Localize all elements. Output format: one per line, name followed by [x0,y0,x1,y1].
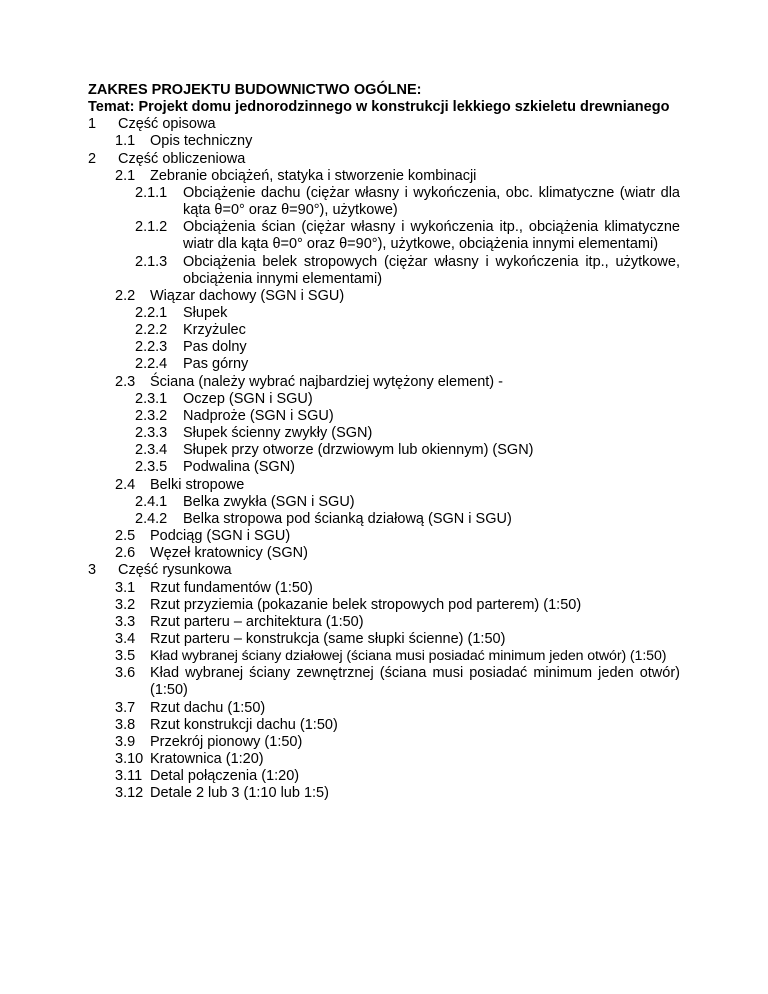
list-item-continuation [183,201,398,219]
item-text: Obciążenia belek stropowych (ciężar własny i wykończenia itp., użytkowe, [183,254,680,270]
item-number: 2.1.2 [135,219,168,235]
item-number: 2.2.4 [135,356,168,372]
item-number: 2.3.1 [135,391,168,407]
list-item [115,527,290,545]
item-number: 3.7 [115,700,136,716]
item-text: Oczep (SGN i SGU) [183,391,313,407]
list-item [135,355,248,373]
item-number: 2.1 [115,168,136,184]
item-text: Ściana (należy wybrać najbardziej wytężony element) - [150,374,503,390]
item-number: 2.3.2 [135,408,168,424]
item-text: Rzut fundamentów (1:50) [150,580,313,596]
list-item [115,664,680,682]
document-subtitle: Temat: Projekt domu jednorodzinnego w konstrukcji lekkiego szkieletu drewnianego [88,99,670,115]
item-text: Część opisowa [118,116,216,132]
list-item [135,441,534,459]
item-text: (1:50) [150,682,188,698]
document-title: ZAKRES PROJEKTU BUDOWNICTWO OGÓLNE: [88,82,422,98]
item-text: Słupek [183,305,228,321]
item-number: 3.11 [115,768,143,784]
item-text: Węzeł kratownicy (SGN) [150,545,308,561]
item-number: 2.2.2 [135,322,168,338]
item-number: 2.2.3 [135,339,168,355]
item-number: 3.3 [115,614,136,630]
item-number: 2.3 [115,374,136,390]
item-number: 3.6 [115,665,136,681]
list-item [135,407,334,425]
item-number: 2.3.5 [135,459,168,475]
list-item [135,338,247,356]
list-item-continuation [150,681,188,699]
item-text: Przekrój pionowy (1:50) [150,734,303,750]
item-number: 2.4 [115,477,136,493]
list-item [115,699,265,717]
item-number: 2.1.1 [135,185,168,201]
list-item [115,784,329,802]
list-item [115,767,299,785]
item-number: 1.1 [115,133,136,149]
item-number: 2.3.3 [135,425,168,441]
item-text: Kład wybranej ściany zewnętrznej (ściana musi posiadać minimum jeden otwór) [150,665,680,681]
list-item [115,132,252,150]
list-item [115,716,338,734]
item-text: Opis techniczny [150,133,253,149]
item-text: Pas dolny [183,339,247,355]
list-item [115,373,503,391]
item-text: Słupek przy otworze (drzwiowym lub okiennym) (SGN) [183,442,534,458]
item-number: 2.4.1 [135,494,168,510]
list-item [88,150,245,168]
list-item [115,167,476,185]
item-number: 3.1 [115,580,136,596]
item-text: Rzut konstrukcji dachu (1:50) [150,717,338,733]
item-text: Rzut parteru – architektura (1:50) [150,614,364,630]
item-number: 3.2 [115,597,136,613]
item-text: Podwalina (SGN) [183,459,296,475]
item-text: Rzut parteru – konstrukcja (same słupki ścienne) (1:50) [150,631,506,647]
item-number: 1 [88,116,97,132]
item-text: wiatr dla kąta θ=0° oraz θ=90°), użytkowe, obciążenia innymi elementami) [183,236,659,252]
item-text: Pas górny [183,356,249,372]
list-item [135,304,227,322]
item-text: Podciąg (SGN i SGU) [150,528,291,544]
item-text: Nadproże (SGN i SGU) [183,408,334,424]
list-item-continuation [183,270,382,288]
item-number: 2.2.1 [135,305,168,321]
list-item [88,115,216,133]
item-text: Belka stropowa pod ścianką działową (SGN i SGU) [183,511,512,527]
list-item [115,287,344,305]
item-number: 2.1.3 [135,254,168,270]
item-number: 2.2 [115,288,136,304]
item-number: 3.8 [115,717,136,733]
list-item [115,647,666,665]
item-text: Część rysunkowa [118,562,232,578]
item-text: Belki stropowe [150,477,245,493]
list-item [135,458,295,476]
item-number: 3.10 [115,751,144,767]
item-text: Zebranie obciążeń, statyka i stworzenie kombinacji [150,168,477,184]
list-item [115,630,505,648]
item-text: Część obliczeniowa [118,151,246,167]
list-item [115,613,364,631]
item-text: Kład wybranej ściany działowej (ściana musi posiadać minimum jeden otwór) (1:50) [150,648,667,664]
item-text: Wiązar dachowy (SGN i SGU) [150,288,345,304]
item-number: 3 [88,562,97,578]
item-text: kąta θ=0° oraz θ=90°), użytkowe) [183,202,398,218]
list-item-continuation [183,235,658,253]
item-text: Słupek ścienny zwykły (SGN) [183,425,373,441]
item-text: Rzut przyziemia (pokazanie belek stropowych pod parterem) (1:50) [150,597,582,613]
list-item [135,218,680,236]
list-item [115,596,581,614]
list-item [88,561,232,579]
item-number: 3.5 [115,648,136,664]
item-text: Krzyżulec [183,322,246,338]
item-text: Rzut dachu (1:50) [150,700,266,716]
item-text: obciążenia innymi elementami) [183,271,383,287]
item-number: 3.12 [115,785,144,801]
item-text: Obciążenia ścian (ciężar własny i wykończenia itp., obciążenia klimatyczne [183,219,680,235]
list-item [135,321,246,339]
list-item [115,579,313,597]
list-item [135,510,512,528]
item-number: 2.4.2 [135,511,168,527]
item-text: Detale 2 lub 3 (1:10 lub 1:5) [150,785,329,801]
list-item [115,476,244,494]
item-number: 2 [88,151,97,167]
item-number: 3.4 [115,631,136,647]
list-item [135,424,372,442]
list-item [115,750,264,768]
list-item [115,733,302,751]
list-item [135,390,313,408]
item-text: Belka zwykła (SGN i SGU) [183,494,355,510]
list-item [115,544,308,562]
item-number: 2.3.4 [135,442,168,458]
item-number: 2.5 [115,528,136,544]
list-item [135,493,355,511]
list-item [135,253,680,271]
item-number: 3.9 [115,734,136,750]
item-text: Detal połączenia (1:20) [150,768,300,784]
item-number: 2.6 [115,545,136,561]
list-item [135,184,680,202]
item-text: Kratownica (1:20) [150,751,264,767]
item-text: Obciążenie dachu (ciężar własny i wykończenia, obc. klimatyczne (wiatr dla [183,185,680,201]
